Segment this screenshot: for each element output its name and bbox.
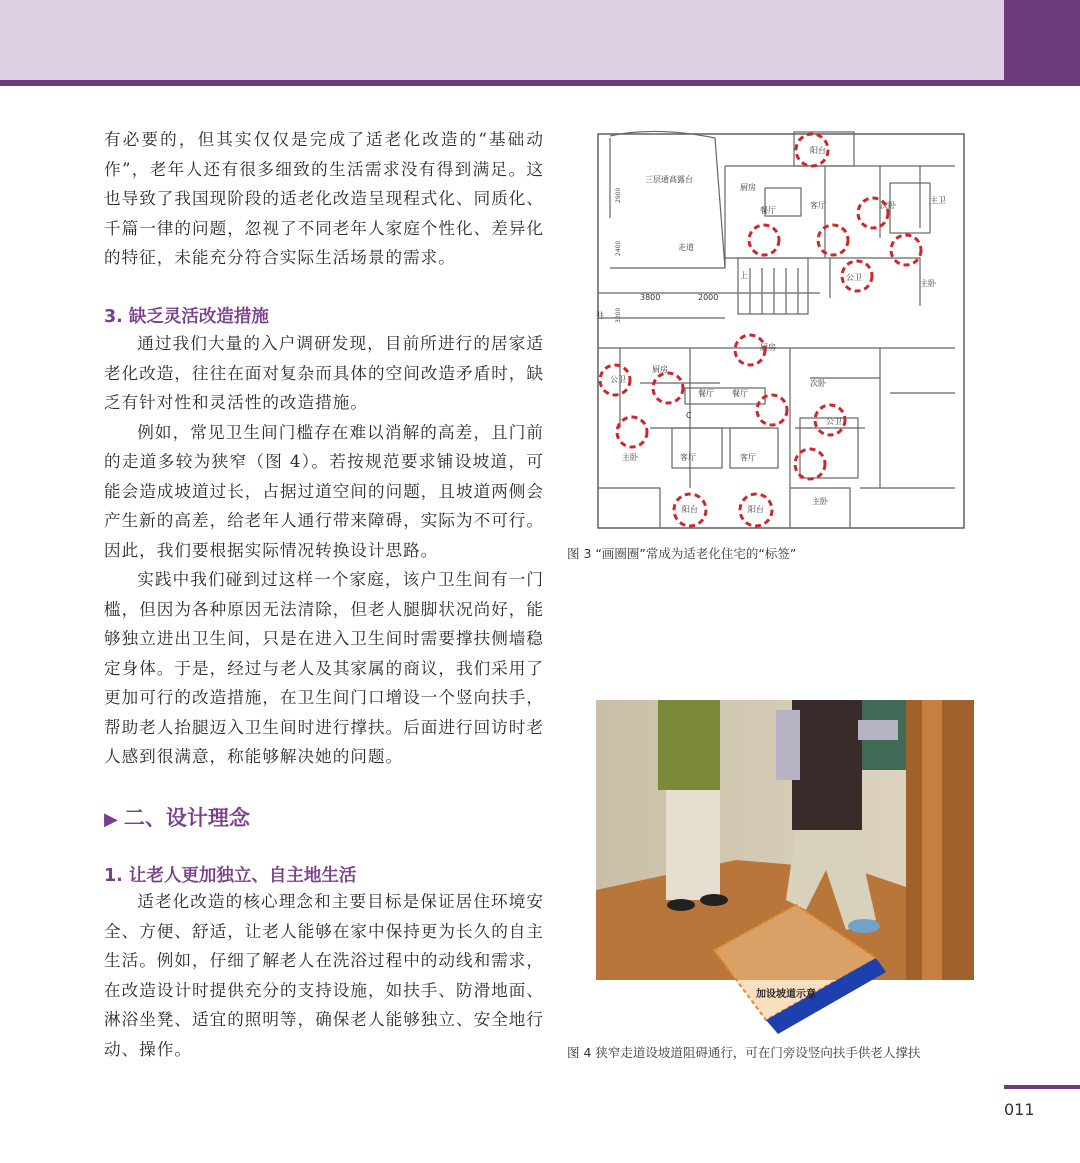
circle-mark (749, 225, 779, 255)
label-dining-left: 餐厅 (698, 389, 714, 398)
bed-top (890, 183, 930, 233)
section-2-heading (104, 802, 250, 832)
left-person-shoe (700, 894, 728, 906)
label-c-mark: C (686, 411, 692, 420)
header-rule (0, 80, 1004, 86)
paragraphs-2-4-block (104, 329, 544, 772)
figure-4-photo (596, 700, 974, 1000)
label-kitchen-mid: 厨房 (760, 343, 776, 352)
section-2-title: 二、设计理念 (123, 806, 250, 830)
figure-4-caption: 图 4 狭窄走道设坡道阻碍通行，可在门旁设竖向扶手供老人撑扶 (567, 1045, 921, 1060)
circle-mark (818, 225, 848, 255)
paragraph-4: 实践中我们碰到过这样一个家庭，该户卫生间有一门槛，但因为各种原因无法清除，但老人腿脚状况尚好，能够独立进出卫生间，只是在进入卫生间时需要撑扶侧墙稳定身体。于是，经过与老人及其家属的商议，我们采用了更加可行的改造措施，在卫生间门口增设一个竖向扶手，帮助老人抬腿迈入卫生间时进行撑扶。后面进行回访时老人感到很满意，称能够解决她的问题。 (104, 570, 544, 766)
header-corner-block (1004, 0, 1080, 86)
left-person-shoe (667, 899, 695, 911)
plan-outline (598, 134, 964, 528)
left-person-trousers (666, 790, 720, 900)
label-master-bed: 主卧 (920, 279, 936, 288)
label-master-bed-right: 主卧 (812, 497, 828, 506)
label-balcony-bottom-right: 阳台 (748, 505, 764, 514)
subheading-1: 1. 让老人更加独立、自主地生活 (104, 866, 357, 886)
bed-right (800, 418, 858, 478)
label-public-bath-left: 公卫 (610, 375, 626, 384)
ramp-label: 加设坡道示意 (756, 989, 816, 1000)
label-stair-up: 上 (740, 271, 748, 280)
circle-mark (891, 235, 921, 265)
label-balcony-top: 阳台 (810, 146, 826, 155)
left-person-top (658, 700, 720, 790)
terrace-wall (610, 131, 725, 268)
label-dining: 餐厅 (760, 206, 776, 215)
label-dim-3800: 3800 (640, 293, 661, 302)
label-living-left: 客厅 (680, 453, 696, 462)
circle-mark (653, 373, 683, 403)
paragraph-1-block (104, 125, 544, 273)
right-person-slipper (848, 919, 880, 933)
label-living-right: 客厅 (740, 453, 756, 462)
label-dim-2400: 2400 (615, 240, 622, 256)
footer-rule (1004, 1085, 1080, 1089)
figure-3-floor-plan (590, 128, 970, 530)
page-number: 011 (1004, 1100, 1035, 1119)
label-corridor: 走道 (678, 243, 694, 252)
right-person-arm (858, 720, 898, 740)
label-second-bed-right: 次卧 (810, 379, 826, 388)
label-balcony-bottom-left: 阳台 (682, 505, 698, 514)
paragraph-3: 例如，常见卫生间门槛存在难以消解的高差，且门前的走道多较为狭窄（图 4）。若按规范要求铺设坡道，可能会造成坡道过长，占据过道空间的问题，且坡道两侧会产生新的高差，给老年人通行带来障碍，实际为不可行。因此，我们要根据实际情况转换设计思路。 (104, 422, 544, 560)
header-band (0, 0, 1004, 80)
bed-mid (730, 428, 778, 468)
label-master-bath: 主卫 (930, 196, 946, 205)
label-well: 井 (596, 311, 604, 320)
label-public-bath-top: 公卫 (846, 273, 862, 282)
label-second-bed: 次卧 (880, 201, 896, 210)
label-master-bed-left: 主卧 (622, 453, 638, 462)
bed-left (672, 428, 722, 468)
label-dim-3200: 3200 (615, 307, 622, 323)
circle-mark (858, 198, 888, 228)
label-living: 客厅 (810, 201, 826, 210)
paragraph-1: 有必要的，但其实仅仅是完成了适老化改造的“基础动作”，老年人还有很多细致的生活需求没有得到满足。这也导致了我国现阶段的适老化改造呈现程式化、同质化、千篇一律的问题，忽视了不同老年人家庭个性化、差异化的特征，未能充分符合实际生活场景的需求。 (104, 130, 544, 267)
paragraph-5: 适老化改造的核心理念和主要目标是保证居住环境安全、方便、舒适，让老人能够在家中保持更为长久的自主生活。例如，仔细了解老人在洗浴过程中的动线和需求，在改造设计时提供充分的支持设施，如扶手、防滑地面、淋浴坐凳、适宜的照明等，确保老人能够独立、安全地行动、操作。 (104, 892, 544, 1059)
label-terrace: 三层通高露台 (645, 175, 693, 184)
label-kitchen-left: 厨房 (652, 365, 668, 374)
dining-table (685, 388, 765, 404)
circle-mark (757, 395, 787, 425)
circle-mark (617, 417, 647, 447)
triangle-arrow-icon: ▶ (104, 809, 118, 830)
label-dining-right: 餐厅 (732, 389, 748, 398)
label-kitchen: 厨房 (740, 183, 756, 192)
right-person-vest (792, 700, 862, 830)
door-frame-edge (922, 700, 942, 980)
paragraph-5-block (104, 887, 544, 1064)
right-person-sleeve (776, 710, 800, 780)
label-public-bath-right: 公卫 (826, 417, 842, 426)
label-dim-2000: 2000 (698, 293, 719, 302)
paragraph-2: 通过我们大量的入户调研发现，目前所进行的居家适老化改造，往往在面对复杂而具体的空间改造矛盾时，缺乏有针对性和灵活性的改造措施。 (104, 334, 544, 412)
label-dim-2900: 2900 (615, 187, 622, 203)
figure-3-caption: 图 3 “画圈圈”常成为适老化住宅的“标签” (567, 546, 797, 561)
subheading-3: 3. 缺乏灵活改造措施 (104, 307, 269, 327)
